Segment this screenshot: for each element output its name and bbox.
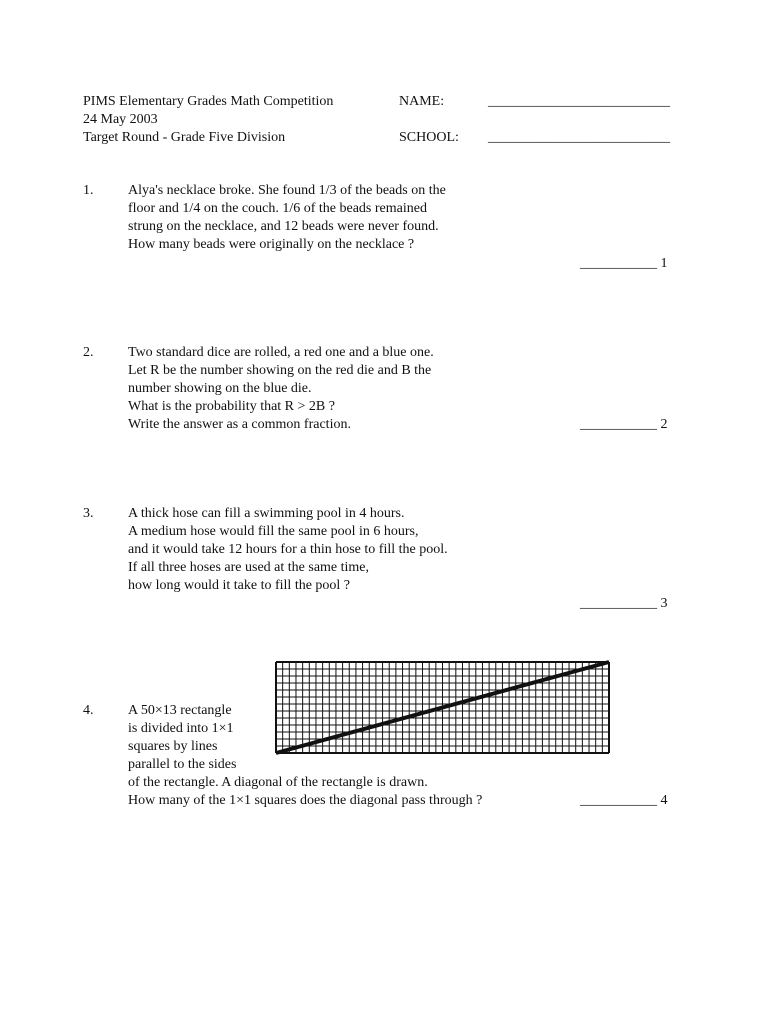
question-2-line-5: Write the answer as a common fraction. <box>128 417 351 432</box>
question-3-line-2: A medium hose would fill the same pool in 6 hours, <box>128 524 419 539</box>
answer-blank-2[interactable]: ___________ 2 <box>580 417 668 432</box>
school-field[interactable]: __________________________ <box>488 130 670 145</box>
question-4-line-6: How many of the 1×1 squares does the diagonal pass through ? <box>128 793 483 808</box>
question-2-line-4: What is the probability that R > 2B ? <box>128 399 335 414</box>
question-1-line-2: floor and 1/4 on the couch. 1/6 of the beads remained <box>128 201 427 216</box>
competition-date: 24 May 2003 <box>83 112 158 127</box>
name-field[interactable]: __________________________ <box>488 94 670 109</box>
question-3-line-3: and it would take 12 hours for a thin hose to fill the pool. <box>128 542 448 557</box>
question-3-line-5: how long would it take to fill the pool ? <box>128 578 351 593</box>
question-4-line-2: is divided into 1×1 <box>128 721 234 736</box>
question-4-number: 4. <box>83 703 94 718</box>
question-3-line-4: If all three hoses are used at the same time, <box>128 560 370 575</box>
round-title: Target Round - Grade Five Division <box>83 130 286 145</box>
rectangle-grid-figure <box>272 660 612 756</box>
question-1-number: 1. <box>83 183 94 198</box>
question-2-number: 2. <box>83 345 94 360</box>
question-2-line-3: number showing on the blue die. <box>128 381 312 396</box>
question-1-line-1: Alya's necklace broke. She found 1/3 of the beads on the <box>128 183 446 198</box>
question-4-line-3: squares by lines <box>128 739 218 754</box>
question-4-line-4: parallel to the sides <box>128 757 237 772</box>
competition-title: PIMS Elementary Grades Math Competition <box>83 94 334 109</box>
name-label: NAME: <box>399 94 445 109</box>
question-4-line-1: A 50×13 rectangle <box>128 703 232 718</box>
answer-blank-1[interactable]: ___________ 1 <box>580 256 668 271</box>
answer-blank-4[interactable]: ___________ 4 <box>580 793 668 808</box>
question-2-line-1: Two standard dice are rolled, a red one and a blue one. <box>128 345 434 360</box>
question-1-line-3: strung on the necklace, and 12 beads were never found. <box>128 219 439 234</box>
question-2-line-2: Let R be the number showing on the red die and B the <box>128 363 432 378</box>
school-label: SCHOOL: <box>399 130 459 145</box>
answer-blank-3[interactable]: ___________ 3 <box>580 596 668 611</box>
question-3-line-1: A thick hose can fill a swimming pool in 4 hours. <box>128 506 405 521</box>
question-1-line-4: How many beads were originally on the necklace ? <box>128 237 415 252</box>
question-4-line-5: of the rectangle. A diagonal of the rectangle is drawn. <box>128 775 428 790</box>
question-3-number: 3. <box>83 506 94 521</box>
